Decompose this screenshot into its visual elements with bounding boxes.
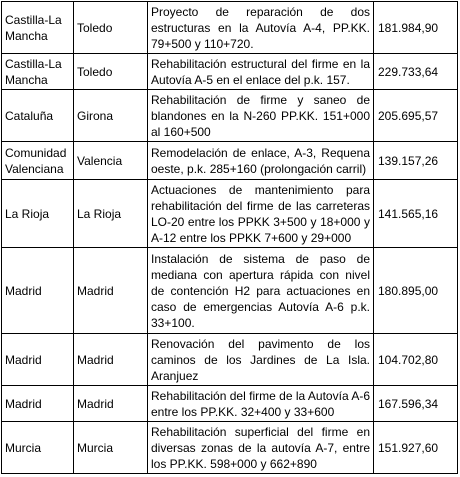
province-cell: Valencia xyxy=(74,142,148,180)
table-row xyxy=(2,54,458,90)
province-cell: Toledo xyxy=(74,2,148,54)
province-cell: Girona xyxy=(74,90,148,142)
region-cell: Cataluña xyxy=(2,90,74,142)
table-row xyxy=(2,334,458,386)
table-row xyxy=(2,142,458,180)
description-cell: Rehabilitación superficial del firme en diversas zonas de la autovía A-7, entre los PP.KK. 598+000 y 662+890 xyxy=(148,422,374,474)
amount-cell: 205.695,57 xyxy=(374,90,458,142)
description-cell: Actuaciones de mantenimiento para rehabilitación del firme de las carreteras LO-20 entre los PPKK 3+500 y 18+000 y A-12 entre los PPKK 7+600 y 29+000 xyxy=(148,180,374,248)
region-cell: Castilla-La Mancha xyxy=(2,2,74,54)
province-cell: Madrid xyxy=(74,334,148,386)
table-row xyxy=(2,248,458,334)
province-cell: Madrid xyxy=(74,386,148,422)
description-cell: Instalación de sistema de paso de mediana con apertura rápida con nivel de contención H2 para actuaciones en caso de emergencias Autovía A-6 p.k. 33+100. xyxy=(148,248,374,334)
amount-cell: 139.157,26 xyxy=(374,142,458,180)
amount-cell: 151.927,60 xyxy=(374,422,458,474)
table-row xyxy=(2,386,458,422)
region-cell: Madrid xyxy=(2,334,74,386)
region-cell: Madrid xyxy=(2,248,74,334)
amount-cell: 229.733,64 xyxy=(374,54,458,90)
region-cell: Comunidad Valenciana xyxy=(2,142,74,180)
description-cell: Rehabilitación estructural del firme en la Autovía A-5 en el enlace del p.k. 157. xyxy=(148,54,374,90)
region-cell: La Rioja xyxy=(2,180,74,248)
region-cell: Murcia xyxy=(2,422,74,474)
amount-cell: 167.596,34 xyxy=(374,386,458,422)
amount-cell: 104.702,80 xyxy=(374,334,458,386)
table-row xyxy=(2,2,458,54)
province-cell: Toledo xyxy=(74,54,148,90)
amount-cell: 181.984,90 xyxy=(374,2,458,54)
description-cell: Remodelación de enlace, A-3, Requena oeste, p.k. 285+160 (prolongación carril) xyxy=(148,142,374,180)
region-cell: Madrid xyxy=(2,386,74,422)
table-row xyxy=(2,422,458,474)
table-row xyxy=(2,180,458,248)
amount-cell: 180.895,00 xyxy=(374,248,458,334)
province-cell: Murcia xyxy=(74,422,148,474)
table-row xyxy=(2,90,458,142)
province-cell: Madrid xyxy=(74,248,148,334)
description-cell: Renovación del pavimento de los caminos de los Jardines de La Isla. Aranjuez xyxy=(148,334,374,386)
description-cell: Proyecto de reparación de dos estructuras en la Autovía A-4, PP.KK. 79+500 y 110+720. xyxy=(148,2,374,54)
region-cell: Castilla-La Mancha xyxy=(2,54,74,90)
works-table xyxy=(1,1,458,474)
description-cell: Rehabilitación del firme de la Autovía A-6 entre los PP.KK. 32+400 y 33+600 xyxy=(148,386,374,422)
amount-cell: 141.565,16 xyxy=(374,180,458,248)
description-cell: Rehabilitación de firme y saneo de blandones en la N-260 PP.KK. 151+000 al 160+500 xyxy=(148,90,374,142)
province-cell: La Rioja xyxy=(74,180,148,248)
